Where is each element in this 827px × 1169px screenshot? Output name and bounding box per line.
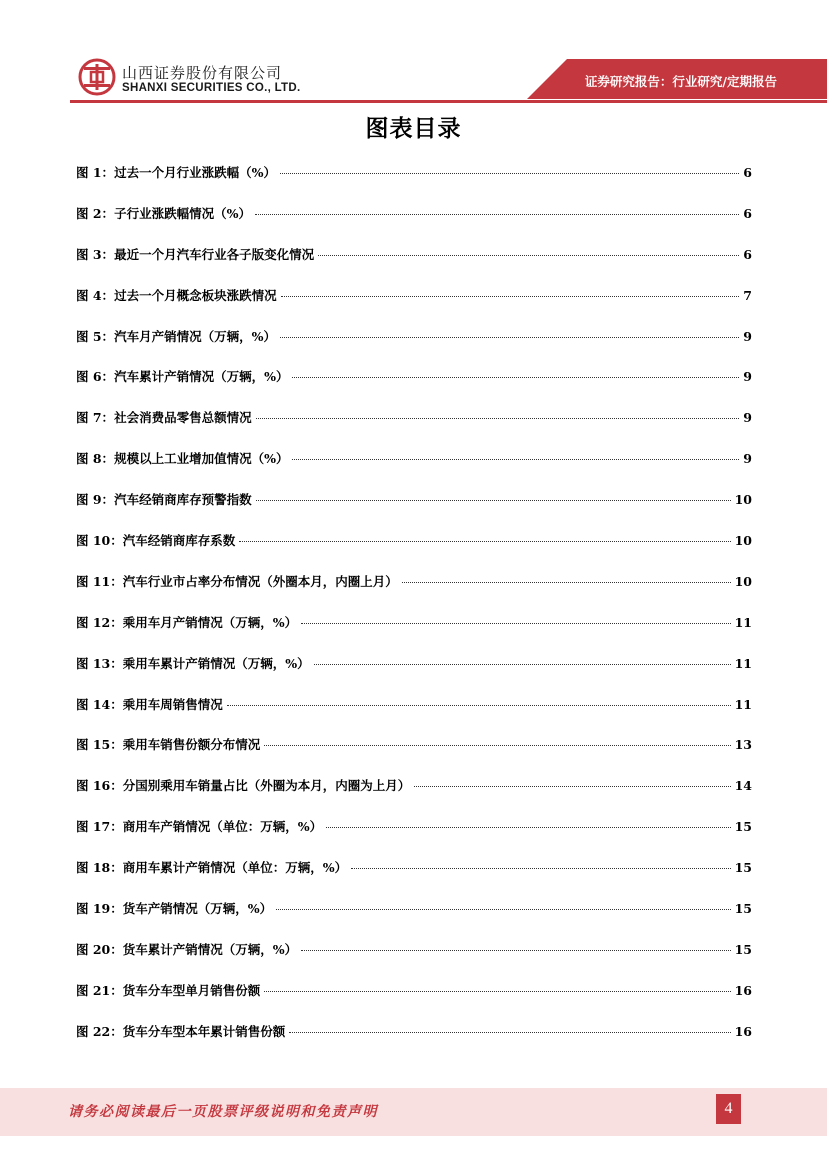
toc-figure-number: 图 7： [76, 410, 115, 426]
toc-figure-title: 货车分车型本年累计销售份额 [122, 1023, 286, 1039]
toc-figure-number: 图 22： [76, 1023, 123, 1039]
toc-entry[interactable] [76, 978, 752, 1019]
toc-dot-leader [318, 255, 739, 256]
toc-figure-title: 汽车累计产销情况（万辆，%） [114, 369, 289, 385]
toc-figure-title: 社会消费品零售总额情况 [114, 410, 252, 426]
toc-entry[interactable] [76, 487, 752, 528]
toc-figure-title: 乘用车累计产销情况（万辆，%） [122, 655, 310, 671]
toc-figure-number: 图 14： [76, 696, 123, 712]
toc-dot-leader [255, 214, 739, 215]
toc-entry[interactable] [76, 405, 752, 446]
company-logo-icon [78, 58, 116, 96]
toc-page-number: 10 [734, 533, 752, 549]
toc-figure-number: 图 10： [76, 533, 123, 549]
toc-dot-leader [289, 1032, 730, 1033]
toc-page-number: 13 [734, 737, 752, 753]
toc-figure-title: 子行业涨跌幅情况（%） [114, 205, 251, 221]
toc-figure-title: 汽车经销商库存预警指数 [114, 492, 252, 508]
toc-entry[interactable] [76, 732, 752, 773]
toc-figure-title: 货车产销情况（万辆，%） [122, 901, 273, 917]
toc-entry[interactable] [76, 283, 752, 324]
toc-figure-title: 汽车经销商库存系数 [122, 533, 236, 549]
toc-figure-number: 图 2： [76, 205, 115, 221]
toc-page-number: 9 [743, 328, 752, 344]
report-type-tag: 证券研究报告：行业研究/定期报告 [584, 74, 777, 89]
toc-page-number: 9 [743, 369, 752, 385]
toc-dot-leader [402, 582, 731, 583]
toc-entry[interactable] [76, 610, 752, 651]
toc-entry[interactable] [76, 242, 752, 283]
toc-dot-leader [301, 950, 730, 951]
toc-dot-leader [351, 868, 730, 869]
toc-page-number: 6 [743, 246, 752, 262]
toc-dot-leader [276, 909, 730, 910]
toc-figure-title: 乘用车销售份额分布情况 [122, 737, 261, 753]
toc-page-number: 10 [734, 492, 752, 508]
toc-page-number: 6 [743, 205, 752, 221]
toc-figure-number: 图 3： [76, 246, 115, 262]
toc-dot-leader [227, 705, 731, 706]
toc-page-number: 11 [734, 655, 752, 671]
company-name-cn: 山西证券股份有限公司 [122, 64, 283, 82]
toc-figure-number: 图 17： [76, 819, 123, 835]
toc-page-number: 11 [734, 614, 752, 630]
toc-page-number: 16 [734, 1023, 752, 1039]
toc-figure-title: 规模以上工业增加值情况（%） [114, 451, 289, 467]
toc-dot-leader [264, 991, 730, 992]
toc-page-number: 14 [734, 778, 752, 794]
page-number: 4 [716, 1094, 741, 1124]
header-divider [70, 100, 827, 103]
toc-dot-leader [314, 664, 731, 665]
toc-entry[interactable] [76, 692, 752, 733]
toc-figure-number: 图 9： [76, 492, 115, 508]
toc-entry[interactable] [76, 814, 752, 855]
toc-figure-number: 图 8： [76, 451, 115, 467]
toc-figure-number: 图 1： [76, 165, 115, 180]
toc-entry[interactable] [76, 937, 752, 978]
toc-figure-number: 图 11： [76, 573, 123, 589]
page-header [0, 0, 827, 110]
toc-figure-title: 汽车月产销情况（万辆，%） [114, 328, 276, 344]
toc-figure-title: 过去一个月行业涨跌幅（%） [114, 165, 276, 180]
toc-dot-leader [414, 786, 730, 787]
toc-figure-number: 图 21： [76, 982, 123, 998]
toc-entry[interactable] [76, 1019, 752, 1060]
toc-dot-leader [301, 623, 730, 624]
toc-page-number: 9 [743, 410, 752, 426]
toc-figure-title: 货车累计产销情况（万辆，%） [122, 941, 298, 957]
toc-figure-number: 图 19： [76, 901, 123, 917]
toc-figure-title: 最近一个月汽车行业各子版变化情况 [114, 246, 315, 262]
toc-entry[interactable] [76, 324, 752, 365]
toc-figure-title: 货车分车型单月销售份额 [122, 982, 261, 998]
toc-dot-leader [280, 173, 739, 174]
toc-entry[interactable] [76, 773, 752, 814]
toc-entry[interactable] [76, 160, 752, 201]
toc-dot-leader [280, 337, 739, 338]
toc-figure-title: 商用车产销情况（单位：万辆，%） [122, 819, 323, 835]
figure-list [76, 160, 752, 1060]
toc-figure-number: 图 5： [76, 328, 115, 344]
toc-dot-leader [326, 827, 730, 828]
toc-figure-number: 图 4： [76, 287, 115, 303]
toc-dot-leader [256, 418, 740, 419]
toc-page-number: 15 [734, 901, 752, 917]
toc-page-number: 15 [734, 819, 752, 835]
toc-entry[interactable] [76, 201, 752, 242]
toc-figure-number: 图 13： [76, 655, 123, 671]
toc-entry[interactable] [76, 569, 752, 610]
toc-dot-leader [264, 745, 730, 746]
disclaimer-notice: 请务必阅读最后一页股票评级说明和免责声明 [68, 1104, 378, 1120]
toc-figure-number: 图 12： [76, 614, 123, 630]
toc-figure-title: 过去一个月概念板块涨跌情况 [114, 287, 277, 303]
toc-entry[interactable] [76, 446, 752, 487]
toc-figure-title: 商用车累计产销情况（单位：万辆，%） [122, 860, 348, 876]
toc-entry[interactable] [76, 528, 752, 569]
toc-figure-title: 汽车行业市占率分布情况（外圈本月，内圈上月） [122, 573, 398, 589]
toc-dot-leader [292, 377, 739, 378]
toc-dot-leader [281, 296, 740, 297]
toc-figure-number: 图 18： [76, 860, 123, 876]
toc-entry[interactable] [76, 364, 752, 405]
toc-page-number: 6 [743, 165, 752, 180]
toc-page-number: 7 [743, 287, 752, 303]
toc-figure-title: 分国别乘用车销量占比（外圈为本月，内圈为上月） [122, 778, 411, 794]
toc-figure-number: 图 6： [76, 369, 115, 385]
toc-page-number: 15 [734, 860, 752, 876]
toc-page-number: 9 [743, 451, 752, 467]
toc-dot-leader [292, 459, 739, 460]
toc-dot-leader [256, 500, 731, 501]
toc-figure-title: 乘用车月产销情况（万辆，%） [122, 614, 298, 630]
toc-page-number: 16 [734, 982, 752, 998]
toc-entry[interactable] [76, 651, 752, 692]
toc-entry[interactable] [76, 896, 752, 937]
page-title: 图表目录 [365, 116, 462, 142]
toc-figure-number: 图 20： [76, 941, 123, 957]
toc-page-number: 11 [734, 696, 752, 712]
toc-dot-leader [239, 541, 730, 542]
toc-page-number: 15 [734, 941, 752, 957]
toc-figure-number: 图 15： [76, 737, 123, 753]
toc-entry[interactable] [76, 855, 752, 896]
toc-figure-title: 乘用车周销售情况 [122, 696, 223, 712]
toc-page-number: 10 [734, 573, 752, 589]
toc-figure-number: 图 16： [76, 778, 123, 794]
company-name-en: SHANXI SECURITIES CO., LTD. [122, 82, 301, 94]
